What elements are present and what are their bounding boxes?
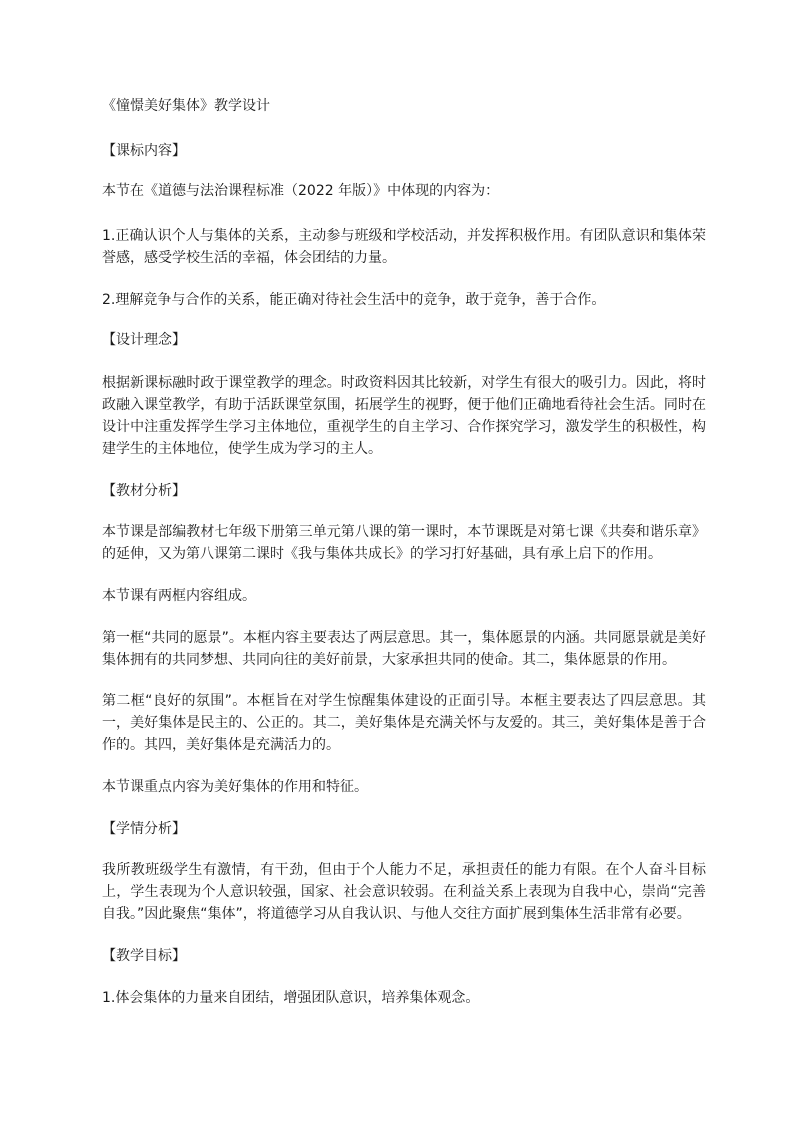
material-text-2: 本节课有两框内容组成。 [102,588,256,604]
curriculum-intro: 本节在《道德与法治课程标准（2022 年版）》中体现的内容为： [102,183,500,199]
curriculum-item-1: 1.正确认识个人与集体的关系，主动参与班级和学校活动，并发挥积极作用。有团队意识和集体荣誉感，感受学校生活的幸福，体会团结的力量。 [102,228,706,266]
curriculum-item-2: 2.理解竞争与合作的关系，能正确对待社会生活中的竞争，敢于竞争，善于合作。 [102,292,606,308]
design-text: 根据新课标融时政于课堂教学的理念。时政资料因其比较新，对学生有很大的吸引力。因此，将时政融入课堂教学，有助于活跃课堂氛围，拓展学生的视野，便于他们正确地看待社会生活。同时在设计中注重发挥学生学习主体地位，重视学生的自主学习、合作探究学习，激发学生的积极性，构建学生的主体地位，使学生成为学习的主人。 [102,375,706,457]
curriculum-heading: 【课标内容】 [102,143,186,159]
student-heading: 【学情分析】 [102,821,186,837]
student-text: 我所教班级学生有激情，有干劲，但由于个人能力不足，承担责任的能力有限。在个人奋斗目标上，学生表现为个人意识较强，国家、社会意识较弱。在利益关系上表现为自我中心，崇尚“完善自我。”因此聚焦“集体”，将道德学习从自我认识、与他人交往方面扩展到集体生活非常有必要。 [102,862,706,922]
material-text-5: 本节课重点内容为美好集体的作用和特征。 [102,779,368,795]
document-title: 《憧憬美好集体》教学设计 [102,98,270,114]
material-text-4: 第二框“良好的氛围”。本框旨在对学生惊醒集体建设的正面引导。本框主要表达了四层意思。其一，美好集体是民主的、公正的。其二，美好集体是充满关怀与友爱的。其三，美好集体是善于合作的。其四，美好集体是充满活力的。 [102,693,706,753]
material-text-1: 本节课是部编教材七年级下册第三单元第八课的第一课时，本节课既是对第七课《共奏和谐乐章》的延伸，又为第八课第二课时《我与集体共成长》的学习打好基础，具有承上启下的作用。 [102,524,706,562]
design-heading: 【设计理念】 [102,332,186,348]
material-heading: 【教材分析】 [102,483,186,499]
goal-item-1: 1.体会集体的力量来自团结，增强团队意识，培养集体观念。 [102,990,480,1006]
goal-heading: 【教学目标】 [102,948,186,964]
material-text-3: 第一框“共同的愿景”。本框内容主要表达了两层意思。其一，集体愿景的内涵。共同愿景就是美好集体拥有的共同梦想、共同向往的美好前景，大家承担共同的使命。其二，集体愿景的作用。 [102,630,706,668]
